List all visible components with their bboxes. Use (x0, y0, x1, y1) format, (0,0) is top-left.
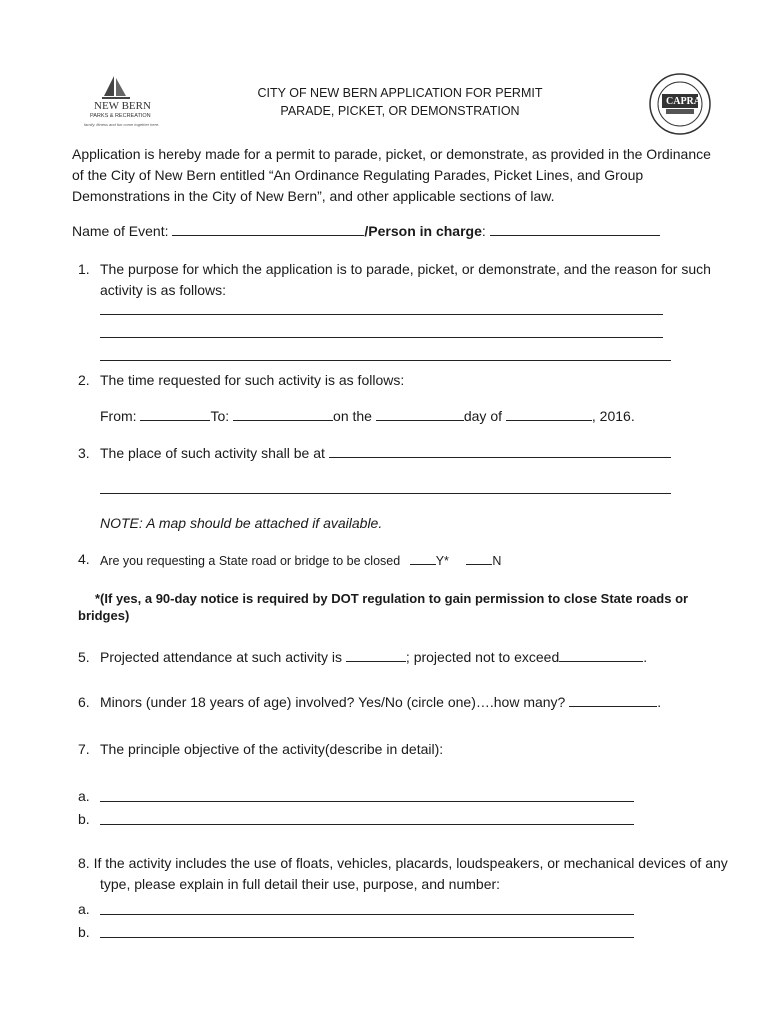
dot-note-line-2: bridges) (78, 608, 130, 623)
road-closure-no-field[interactable] (466, 552, 492, 565)
day-field[interactable] (376, 408, 464, 421)
q1-text-1: The purpose for which the application is to parade, picket, or demonstrate, and the reason for such (100, 261, 711, 277)
q7-text: The principle objective of the activity(describe in detail): (100, 741, 444, 757)
q2-number: 2. (78, 372, 90, 388)
max-attendance-field[interactable] (559, 649, 643, 662)
q6-row: Minors (under 18 years of age) involved? Yes/No (circle one)….how many? . (100, 694, 662, 710)
q4-number: 4. (78, 551, 90, 567)
map-note: NOTE: A map should be attached if available. (100, 515, 383, 531)
person-in-charge-field[interactable] (490, 223, 660, 236)
intro-line-2: of the City of New Bern entitled “An Ordinance Regulating Parades, Picket Lines, and Group (72, 167, 644, 183)
q8-b-label: b. (78, 924, 90, 940)
q1-text-2: activity is as follows: (100, 282, 227, 298)
q3-row: The place of such activity shall be at (100, 445, 671, 461)
minors-count-field[interactable] (569, 694, 657, 707)
q3-number: 3. (78, 445, 90, 461)
person-in-charge-label: /Person in charge (364, 223, 482, 239)
logo-text-name: NEW BERN (94, 100, 151, 112)
q2-time-row: From: To: on the day of , 2016. (100, 408, 635, 424)
q7-a-label: a. (78, 788, 90, 804)
q8-a-label: a. (78, 901, 90, 917)
q2-text: The time requested for such activity is as follows: (100, 372, 405, 388)
q7-b-field[interactable] (100, 812, 634, 825)
q5-number: 5. (78, 649, 90, 665)
q7-number: 7. (78, 741, 90, 757)
month-field[interactable] (506, 408, 592, 421)
dot-note-line-1: *(If yes, a 90-day notice is required by DOT regulation to gain permission to close State roads or (95, 591, 689, 606)
q5-row: Projected attendance at such activity is ; projected not to exceed . (100, 649, 648, 665)
q7-b-label: b. (78, 811, 90, 827)
capra-seal (648, 72, 712, 136)
intro-line-3: Demonstrations in the City of New Bern”, and other applicable sections of law. (72, 188, 555, 204)
event-row: Name of Event: /Person in charge: (72, 223, 660, 239)
place-field-2[interactable] (100, 481, 671, 494)
event-name-label: Name of Event: (72, 223, 169, 239)
q8-b-field[interactable] (100, 925, 634, 938)
q8-text-1: 8. If the activity includes the use of floats, vehicles, placards, loudspeakers, or mechanical devices of any (78, 855, 728, 871)
q1-answer-line-1[interactable] (100, 302, 663, 315)
logo-tagline: family. fitness and fun come together here. (84, 122, 160, 127)
seal-text: CAPRA (666, 96, 701, 107)
q1-answer-line-2[interactable] (100, 325, 663, 338)
to-field[interactable] (233, 408, 333, 421)
logo-text-dept: PARKS & RECREATION (90, 113, 151, 119)
road-closure-yes-field[interactable] (410, 552, 436, 565)
form-title: CITY OF NEW BERN APPLICATION FOR PERMIT (257, 86, 543, 100)
q8-text-2: type, please explain in full detail their use, purpose, and number: (100, 876, 501, 892)
attendance-field[interactable] (346, 649, 406, 662)
q7-a-field[interactable] (100, 789, 634, 802)
form-subtitle: PARADE, PICKET, OR DEMONSTRATION (280, 104, 520, 118)
q1-number: 1. (78, 261, 90, 277)
new-bern-parks-logo (84, 72, 160, 132)
event-name-field[interactable] (172, 223, 364, 236)
q8-a-field[interactable] (100, 902, 634, 915)
intro-line-1: Application is hereby made for a permit to parade, picket, or demonstrate, as provided in the Ordinance (72, 146, 711, 162)
q4-row: Are you requesting a State road or bridge to be closed Y* N (100, 554, 502, 568)
q1-answer-line-3[interactable] (100, 348, 671, 361)
place-field[interactable] (329, 445, 671, 458)
from-field[interactable] (140, 408, 210, 421)
q6-number: 6. (78, 694, 90, 710)
